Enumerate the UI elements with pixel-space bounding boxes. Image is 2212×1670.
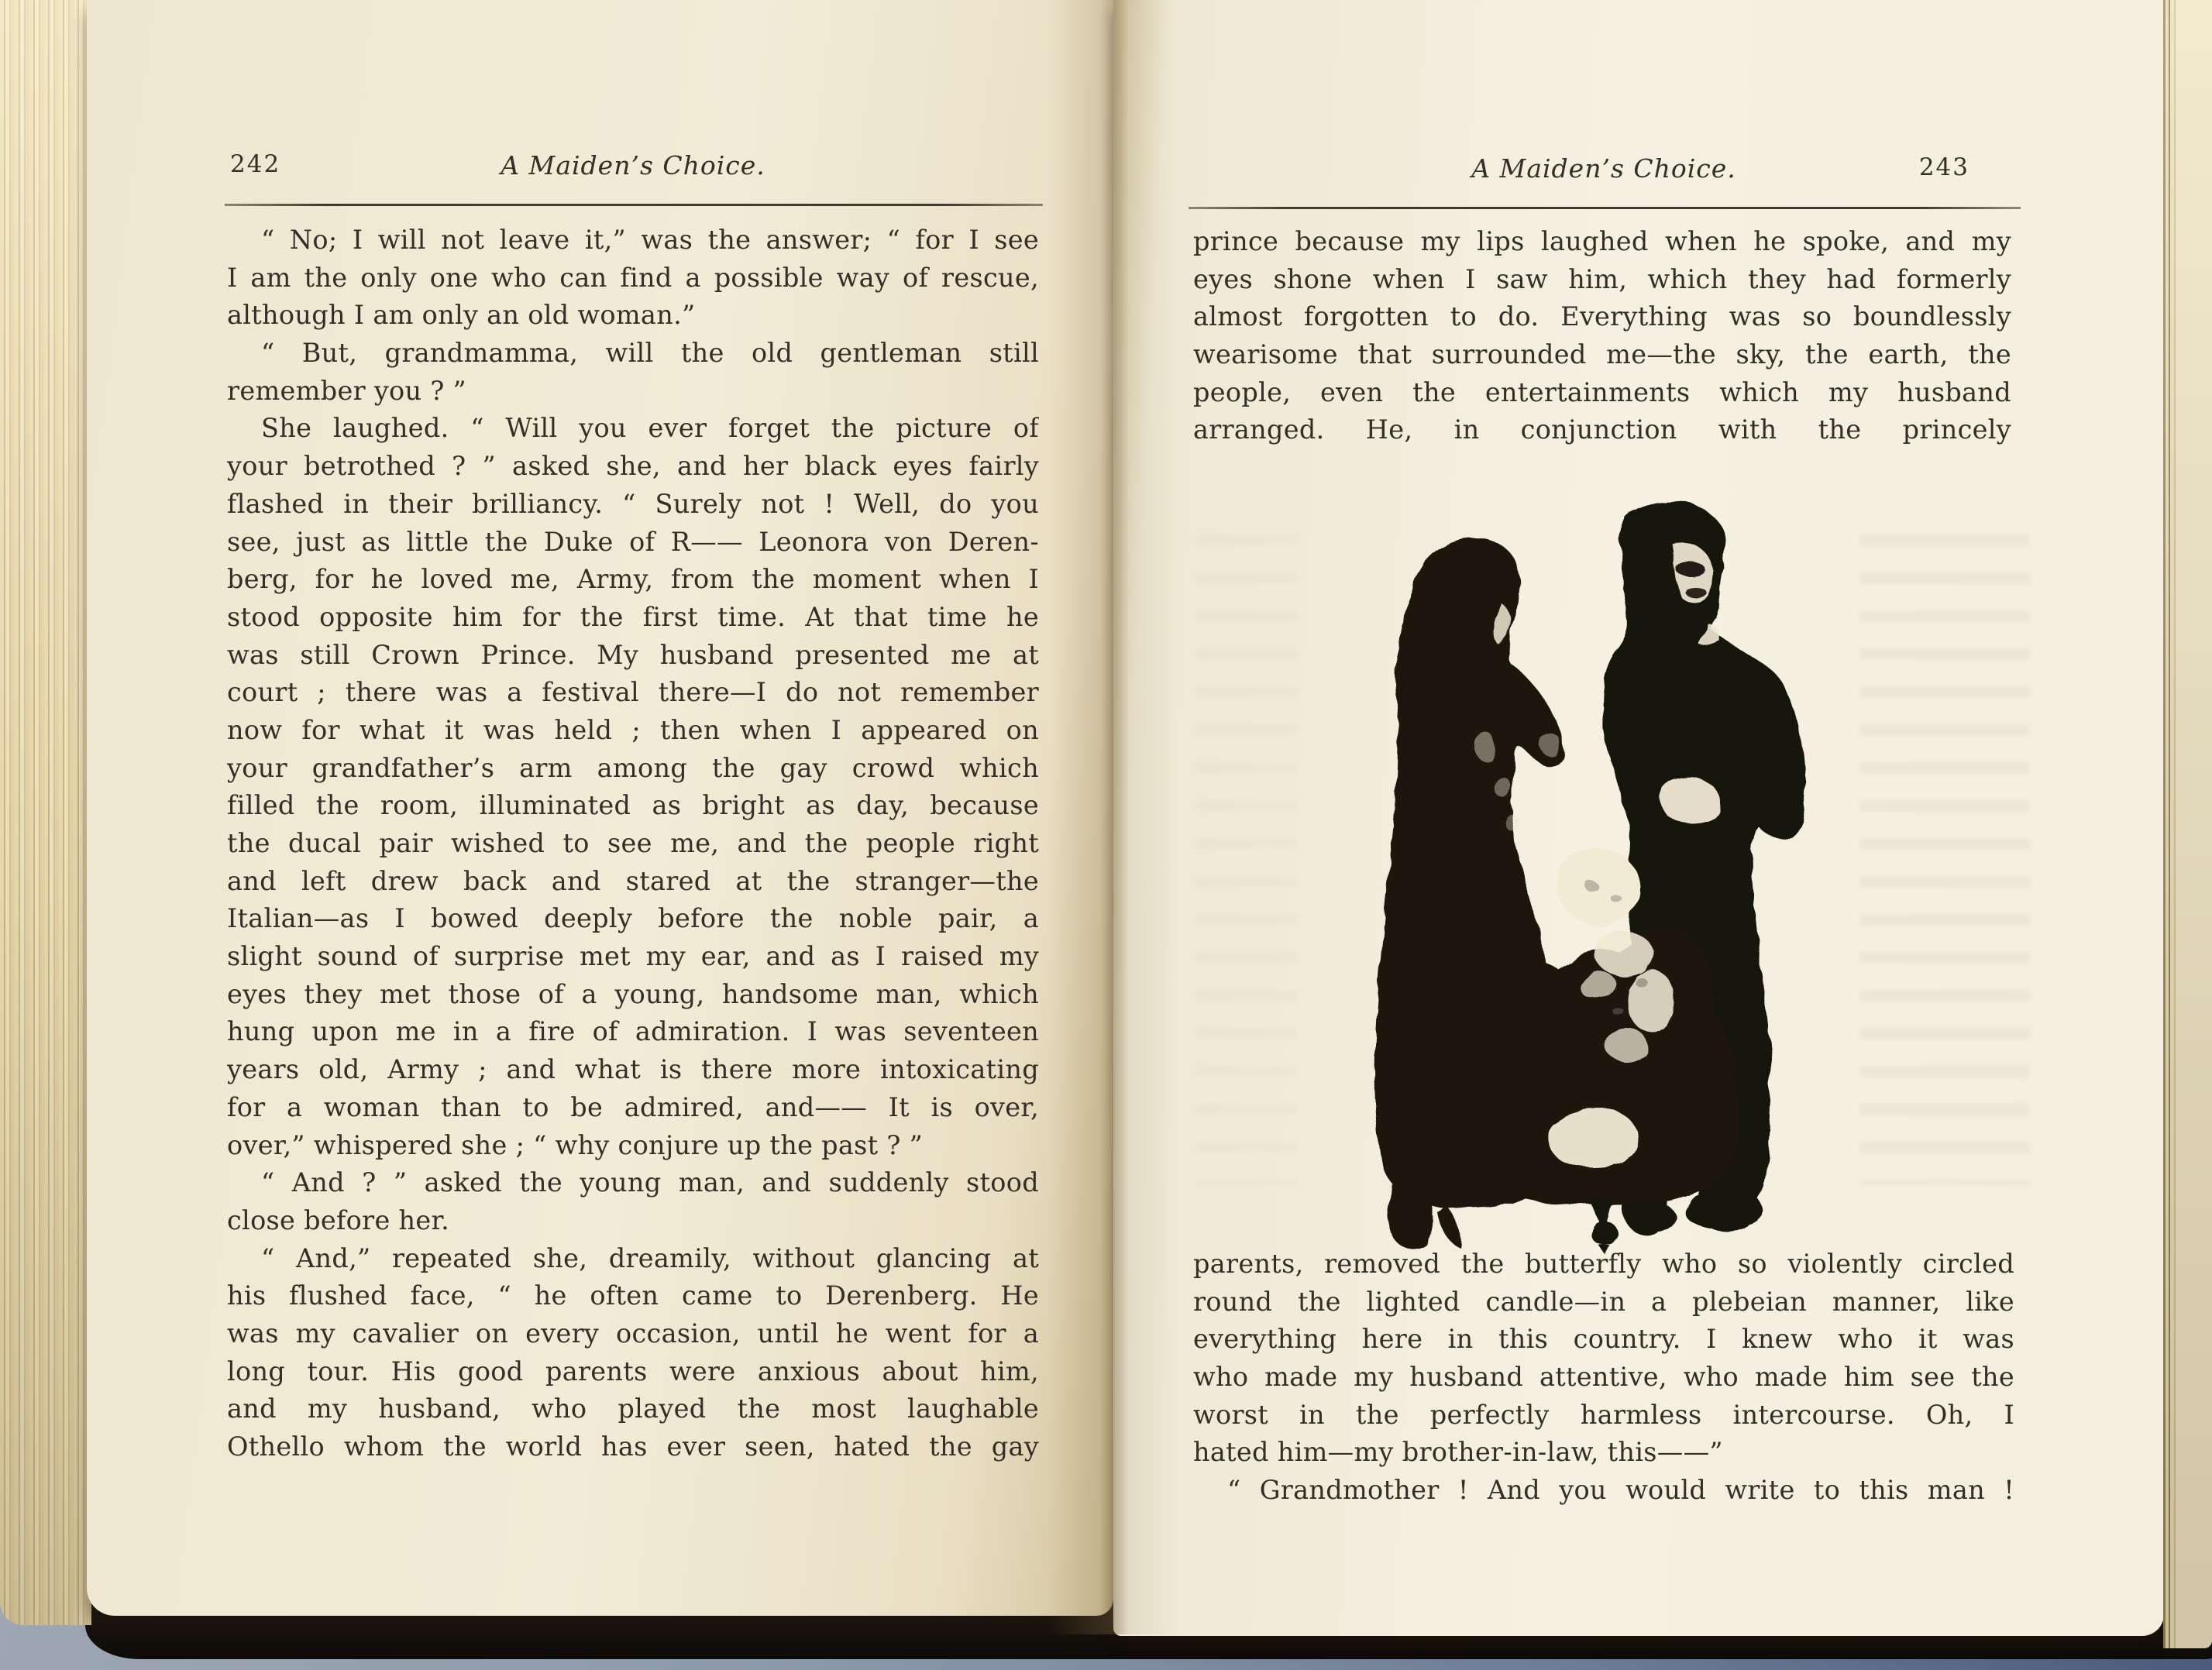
page-showthrough	[1197, 534, 1298, 1185]
text-line: close before her.	[227, 1204, 450, 1235]
text-line: over,” whispered she ; “ why conjure up the past ? ”	[227, 1129, 924, 1160]
text-line: “ No; I will not leave it,” was the answer; “ for I see	[261, 225, 1039, 255]
text-line: “ But, grandmamma, will the old gentleman still	[261, 338, 1039, 369]
text-line: prince because my lips laughed when he spoke, and my	[1193, 226, 2011, 256]
text-line: although I am only an old woman.”	[227, 300, 696, 331]
seated-figure-cap	[1558, 850, 1639, 926]
text-line: the ducal pair wished to see me, and the people right	[227, 828, 1039, 858]
text-line: was my cavalier on every occasion, until he went for a	[227, 1318, 1039, 1349]
text-line: parents, removed the butterfly who so violently circled	[1193, 1249, 2014, 1279]
text-line: worst in the perfectly harmless intercourse. Oh, I	[1193, 1399, 2014, 1430]
right-text-block-bottom	[1193, 1246, 2014, 1510]
text-line: filled the room, illuminated as bright as day, because	[227, 790, 1039, 821]
text-line: and left drew back and stared at the stranger—the	[227, 865, 1039, 896]
text-line: She laughed. “ Will you ever forget the picture of	[261, 413, 1039, 444]
page-edges-right	[2163, 0, 2212, 1648]
text-line: see, just as little the Duke of R—— Leonora von Deren-	[227, 526, 1039, 557]
text-line: slight sound of surprise met my ear, and as I raised my	[227, 941, 1039, 972]
text-line: your grandfather’s arm among the gay crowd which	[227, 752, 1039, 783]
text-line: people, even the entertainments which my husband	[1193, 376, 2011, 407]
text-line: for a woman than to be admired, and—— It is over,	[227, 1091, 1039, 1122]
text-line: “ And,” repeated she, dreamily, without glancing at	[261, 1242, 1039, 1273]
text-line: court ; there was a festival there—I do not remember	[227, 677, 1039, 708]
text-line: round the lighted candle—in a plebeian manner, like	[1193, 1286, 2014, 1317]
text-line: everything here in this country. I knew who it was	[1193, 1324, 2014, 1355]
illustration-engraving	[1317, 488, 1867, 1259]
right-running-title: A Maiden’s Choice.	[1471, 153, 1736, 184]
right-page-number: 243	[1918, 153, 1969, 181]
text-line: was still Crown Prince. My husband presented me at	[227, 639, 1039, 670]
left-text-block	[227, 222, 1039, 1466]
text-line: eyes they met those of a young, handsome man, which	[227, 978, 1039, 1009]
right-header-rule	[1189, 207, 2021, 209]
right-text-block-top	[1193, 223, 2011, 449]
text-line: hated him—my brother-in-law, this——”	[1193, 1437, 1723, 1468]
text-line: remember you ? ”	[227, 375, 466, 406]
text-line: “ And ? ” asked the young man, and suddenly stood	[261, 1167, 1039, 1198]
text-line: your betrothed ? ” asked she, and her black eyes fairly	[227, 451, 1039, 482]
text-line: wearisome that surrounded me—the sky, the earth, the	[1193, 339, 2011, 370]
text-line: and my husband, who played the most laughable	[227, 1393, 1039, 1424]
left-running-header	[227, 150, 1039, 184]
text-line: who made my husband attentive, who made him see the	[1193, 1362, 2014, 1393]
text-line: Othello whom the world has ever seen, hated the gay	[227, 1431, 1039, 1462]
text-line: I am the only one who can find a possible way of rescue,	[227, 262, 1039, 293]
text-line: stood opposite him for the first time. At that time he	[227, 601, 1039, 632]
text-line: eyes shone when I saw him, which they had formerly	[1193, 263, 2011, 294]
text-line: “ Grandmother ! And you would write to this man !	[1227, 1475, 2014, 1506]
text-line: years old, Army ; and what is there more intoxicating	[227, 1054, 1039, 1085]
left-running-title: A Maiden’s Choice.	[501, 150, 765, 180]
page-edges-left	[0, 0, 91, 1625]
man-hand-highlight	[1661, 781, 1718, 821]
left-header-rule	[225, 204, 1043, 206]
text-line: hung upon me in a fire of admiration. I was seventeen	[227, 1016, 1039, 1047]
text-line: arranged. He, in conjunction with the princely	[1193, 414, 2011, 445]
cushion-highlight	[1546, 1108, 1639, 1167]
page-showthrough	[1859, 534, 2030, 1185]
text-line: almost forgotten to do. Everything was so boundlessly	[1193, 301, 2011, 332]
text-line: flashed in their brilliancy. “ Surely not ! Well, do you	[227, 488, 1039, 519]
text-line: berg, for he loved me, Army, from the moment when I	[227, 564, 1039, 595]
text-line: long tour. His good parents were anxious about him,	[227, 1356, 1039, 1387]
left-page-number: 242	[230, 150, 281, 178]
text-line: now for what it was held ; then when I appeared on	[227, 714, 1039, 745]
skirt-hem-tip	[1437, 1204, 1462, 1249]
right-running-header	[1193, 153, 2014, 187]
text-line: Italian—as I bowed deeply before the noble pair, a	[227, 903, 1039, 934]
text-line: his flushed face, “ he often came to Derenberg. He	[227, 1280, 1039, 1311]
